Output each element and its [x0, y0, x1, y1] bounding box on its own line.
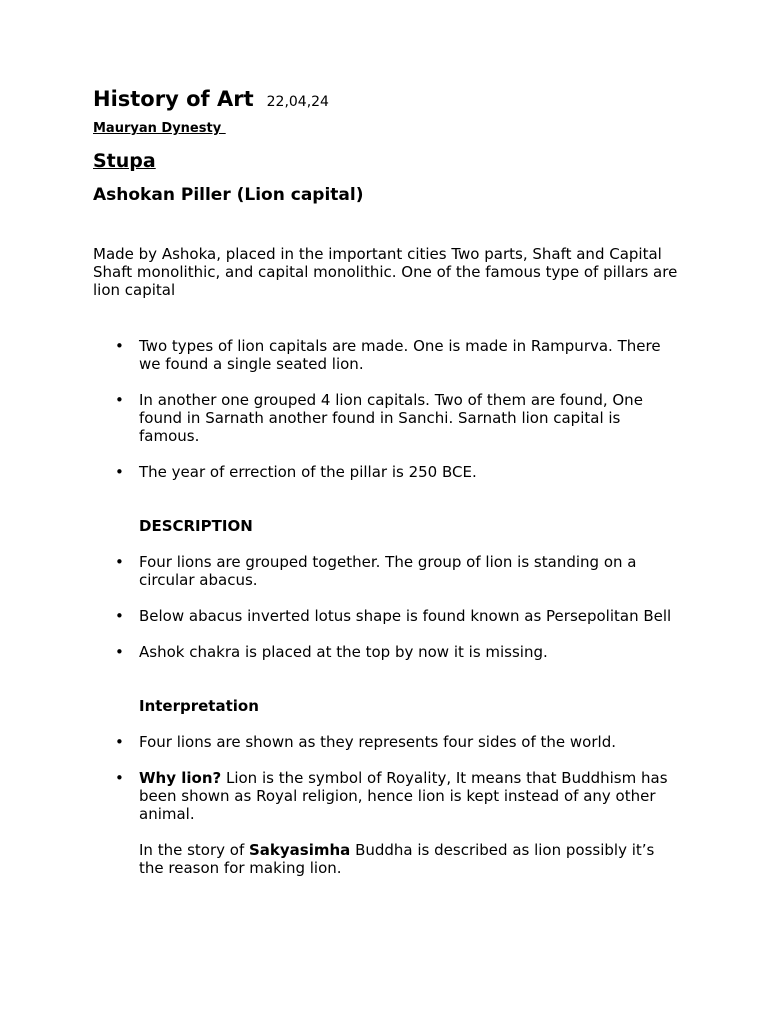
description-heading: DESCRIPTION: [139, 517, 253, 535]
document-content: [93, 86, 683, 895]
bullet-icon: •: [115, 607, 124, 625]
list-item-text: The year of errection of the pillar is 250 BCE.: [139, 463, 477, 481]
interpretation-heading: Interpretation: [139, 697, 259, 715]
dynasty-heading: Mauryan Dynesty: [93, 121, 226, 136]
stupa-heading: Stupa: [93, 150, 156, 172]
bullet-icon: •: [115, 391, 124, 409]
main-bullet-list: [93, 337, 683, 481]
list-item-text: Ashok chakra is placed at the top by now it is missing.: [139, 643, 548, 661]
list-item: [93, 463, 683, 481]
bullet-icon: •: [115, 643, 124, 661]
list-item: [93, 733, 683, 751]
list-item-text: Four lions are shown as they represents four sides of the world.: [139, 733, 616, 751]
interpretation-list: [93, 733, 683, 877]
list-item: [93, 769, 683, 877]
bullet-icon: •: [115, 463, 124, 481]
list-item-text: Two types of lion capitals are made. One is made in Rampurva. There we found a single seated lion.: [139, 337, 661, 373]
bullet-icon: •: [115, 733, 124, 751]
sakyasimha-post: Buddha is described as lion possibly it’s the reason for making lion.: [139, 841, 655, 877]
list-item-text: Lion is the symbol of Royality, It means that Buddhism has been shown as Royal religion, hence lion is kept instead of any other animal.: [139, 769, 668, 823]
list-item: [93, 607, 683, 625]
list-item: [93, 391, 683, 445]
document-date: 22,04,24: [266, 94, 329, 110]
list-item-text: Below abacus inverted lotus shape is found known as Persepolitan Bell: [139, 607, 672, 625]
ashokan-pillar-heading: Ashokan Piller (Lion capital): [93, 185, 364, 205]
why-lion-label: Why lion?: [139, 769, 222, 787]
list-item: [93, 553, 683, 589]
sakyasimha-term: Sakyasimha: [249, 841, 351, 859]
list-item: [93, 337, 683, 373]
bullet-icon: •: [115, 337, 124, 355]
description-list: [93, 553, 683, 661]
bullet-icon: •: [115, 769, 124, 787]
bullet-icon: •: [115, 553, 124, 571]
intro-paragraph: Made by Ashoka, placed in the important cities Two parts, Shaft and Capital Shaft monolithic, and capital monolithic. One of the famous type of pillars are lion capital: [93, 245, 678, 299]
sakyasimha-paragraph: [139, 841, 683, 877]
list-item-text: Four lions are grouped together. The group of lion is standing on a circular abacus.: [139, 553, 637, 589]
title-row: [93, 86, 683, 112]
list-item-text: In another one grouped 4 lion capitals. Two of them are found, One found in Sarnath another found in Sanchi. Sarnath lion capital is famous.: [139, 391, 643, 445]
list-item: [93, 643, 683, 661]
document-title: History of Art: [93, 87, 254, 111]
sakyasimha-pre: In the story of: [139, 841, 249, 859]
